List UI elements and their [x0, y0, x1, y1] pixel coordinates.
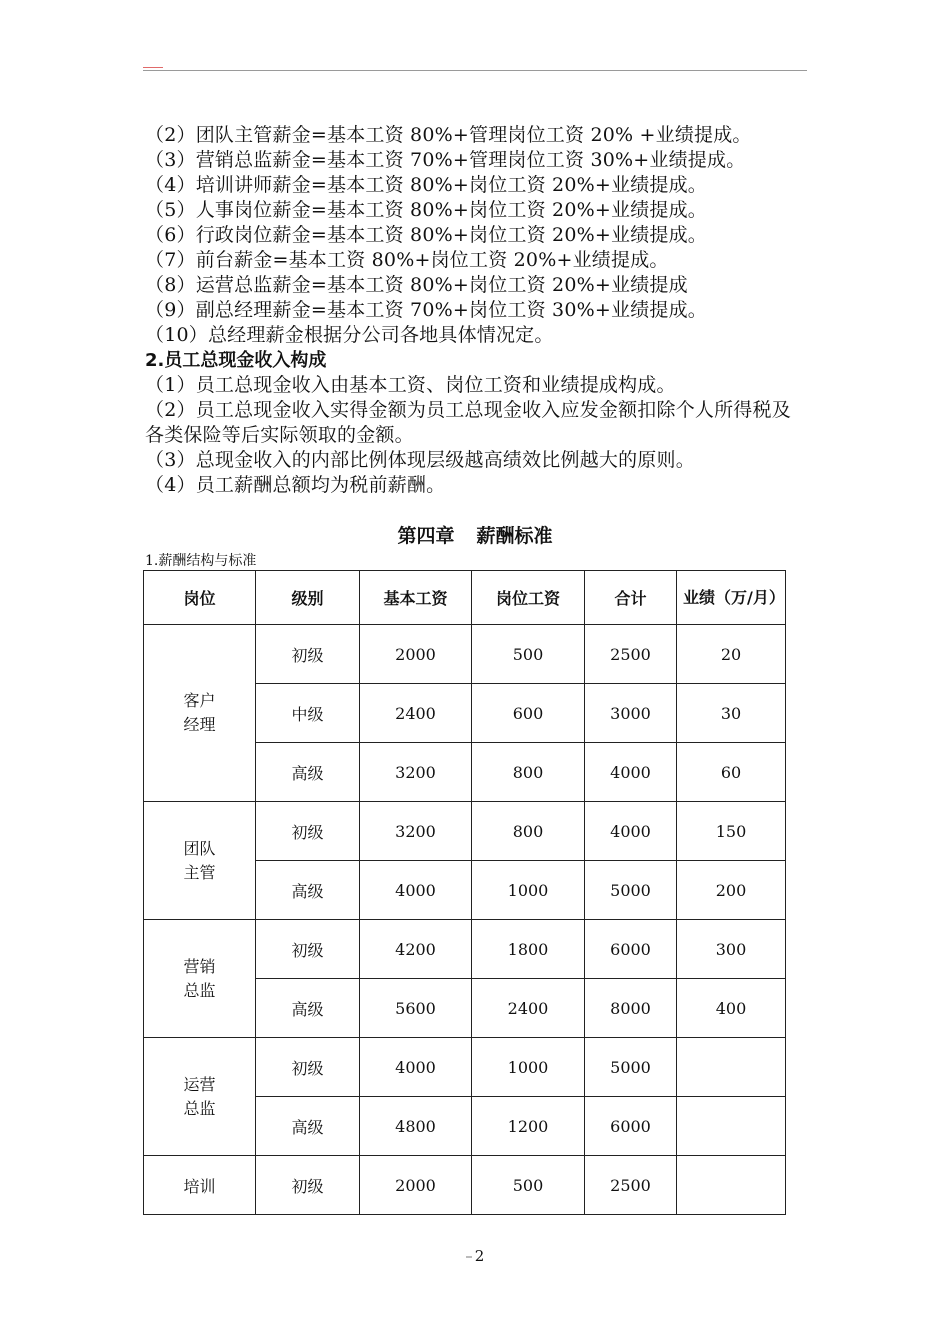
position-cell: 运营总监	[144, 1038, 256, 1156]
paragraph: （3）营销总监薪金=基本工资 70%+管理岗位工资 30%+业绩提成。	[145, 149, 746, 171]
table-row	[144, 1038, 786, 1097]
page-number: 2	[0, 1247, 950, 1265]
footer-mark	[466, 1256, 472, 1258]
level-cell: 高级	[256, 861, 360, 920]
post-cell: 600	[472, 684, 585, 743]
perf-cell: 20	[677, 625, 786, 684]
post-cell: 800	[472, 743, 585, 802]
perf-cell	[677, 1038, 786, 1097]
total-cell: 2500	[585, 625, 677, 684]
paragraph: （6）行政岗位薪金=基本工资 80%+岗位工资 20%+业绩提成。	[145, 224, 707, 246]
post-cell: 1200	[472, 1097, 585, 1156]
position-cell: 营销总监	[144, 920, 256, 1038]
level-cell: 高级	[256, 743, 360, 802]
total-cell: 6000	[585, 920, 677, 979]
perf-cell	[677, 1156, 786, 1215]
post-cell: 500	[472, 1156, 585, 1215]
level-cell: 初级	[256, 1156, 360, 1215]
base-cell: 4200	[360, 920, 472, 979]
header-cell: 岗位	[144, 571, 256, 625]
paragraph: （4）培训讲师薪金=基本工资 80%+岗位工资 20%+业绩提成。	[145, 174, 707, 196]
perf-cell: 400	[677, 979, 786, 1038]
paragraph: （1）员工总现金收入由基本工资、岗位工资和业绩提成构成。	[145, 374, 676, 396]
level-cell: 高级	[256, 979, 360, 1038]
level-cell: 初级	[256, 920, 360, 979]
base-cell: 2000	[360, 625, 472, 684]
paragraph: （4）员工薪酬总额均为税前薪酬。	[145, 474, 446, 496]
total-cell: 3000	[585, 684, 677, 743]
position-cell: 培训	[144, 1156, 256, 1215]
header-cell: 级别	[256, 571, 360, 625]
paragraph: （2）员工总现金收入实得金额为员工总现金收入应发金额扣除个人所得税及各类保险等后实际领取的金额。	[145, 399, 791, 446]
total-cell: 5000	[585, 861, 677, 920]
post-cell: 500	[472, 625, 585, 684]
perf-cell: 30	[677, 684, 786, 743]
body-text	[145, 123, 825, 498]
post-cell: 800	[472, 802, 585, 861]
base-cell: 3200	[360, 743, 472, 802]
table-row	[144, 1156, 786, 1215]
perf-cell	[677, 1097, 786, 1156]
section-heading: 2.员工总现金收入构成	[145, 350, 327, 371]
post-cell: 1000	[472, 861, 585, 920]
post-cell: 1000	[472, 1038, 585, 1097]
paragraph: （5）人事岗位薪金=基本工资 80%+岗位工资 20%+业绩提成。	[145, 199, 707, 221]
paragraph: （7）前台薪金=基本工资 80%+岗位工资 20%+业绩提成。	[145, 249, 669, 271]
level-cell: 高级	[256, 1097, 360, 1156]
level-cell: 初级	[256, 802, 360, 861]
total-cell: 4000	[585, 743, 677, 802]
perf-cell: 300	[677, 920, 786, 979]
position-cell: 客户经理	[144, 625, 256, 802]
level-cell: 中级	[256, 684, 360, 743]
header-cell: 业绩（万/月）	[677, 571, 786, 625]
post-cell: 1800	[472, 920, 585, 979]
base-cell: 2000	[360, 1156, 472, 1215]
base-cell: 5600	[360, 979, 472, 1038]
base-cell: 4000	[360, 1038, 472, 1097]
paragraph: （8）运营总监薪金=基本工资 80%+岗位工资 20%+业绩提成	[145, 274, 688, 296]
chapter-name: 薪酬标准	[476, 525, 553, 547]
level-cell: 初级	[256, 625, 360, 684]
chapter-prefix: 第四章	[397, 525, 455, 547]
perf-cell: 150	[677, 802, 786, 861]
table-row	[144, 802, 786, 861]
total-cell: 2500	[585, 1156, 677, 1215]
header-cell: 基本工资	[360, 571, 472, 625]
post-cell: 2400	[472, 979, 585, 1038]
header-cell: 合计	[585, 571, 677, 625]
total-cell: 8000	[585, 979, 677, 1038]
position-cell: 团队主管	[144, 802, 256, 920]
base-cell: 4000	[360, 861, 472, 920]
header-cell: 岗位工资	[472, 571, 585, 625]
base-cell: 3200	[360, 802, 472, 861]
perf-cell: 200	[677, 861, 786, 920]
paragraph: （9）副总经理薪金=基本工资 70%+岗位工资 30%+业绩提成。	[145, 299, 707, 321]
chapter-title	[0, 521, 950, 548]
table-row	[144, 920, 786, 979]
level-cell: 初级	[256, 1038, 360, 1097]
paragraph: （10）总经理薪金根据分公司各地具体情况定。	[145, 324, 554, 346]
table-header-row	[144, 571, 786, 625]
header-mark	[143, 67, 163, 68]
perf-cell: 60	[677, 743, 786, 802]
total-cell: 6000	[585, 1097, 677, 1156]
total-cell: 5000	[585, 1038, 677, 1097]
header-rule	[143, 70, 807, 71]
paragraph: （2）团队主管薪金=基本工资 80%+管理岗位工资 20% +业绩提成。	[145, 124, 752, 146]
base-cell: 4800	[360, 1097, 472, 1156]
total-cell: 4000	[585, 802, 677, 861]
base-cell: 2400	[360, 684, 472, 743]
table-row	[144, 625, 786, 684]
table-title: 1.薪酬结构与标准	[145, 553, 257, 569]
salary-table	[143, 570, 786, 1215]
paragraph: （3）总现金收入的内部比例体现层级越高绩效比例越大的原则。	[145, 449, 695, 471]
